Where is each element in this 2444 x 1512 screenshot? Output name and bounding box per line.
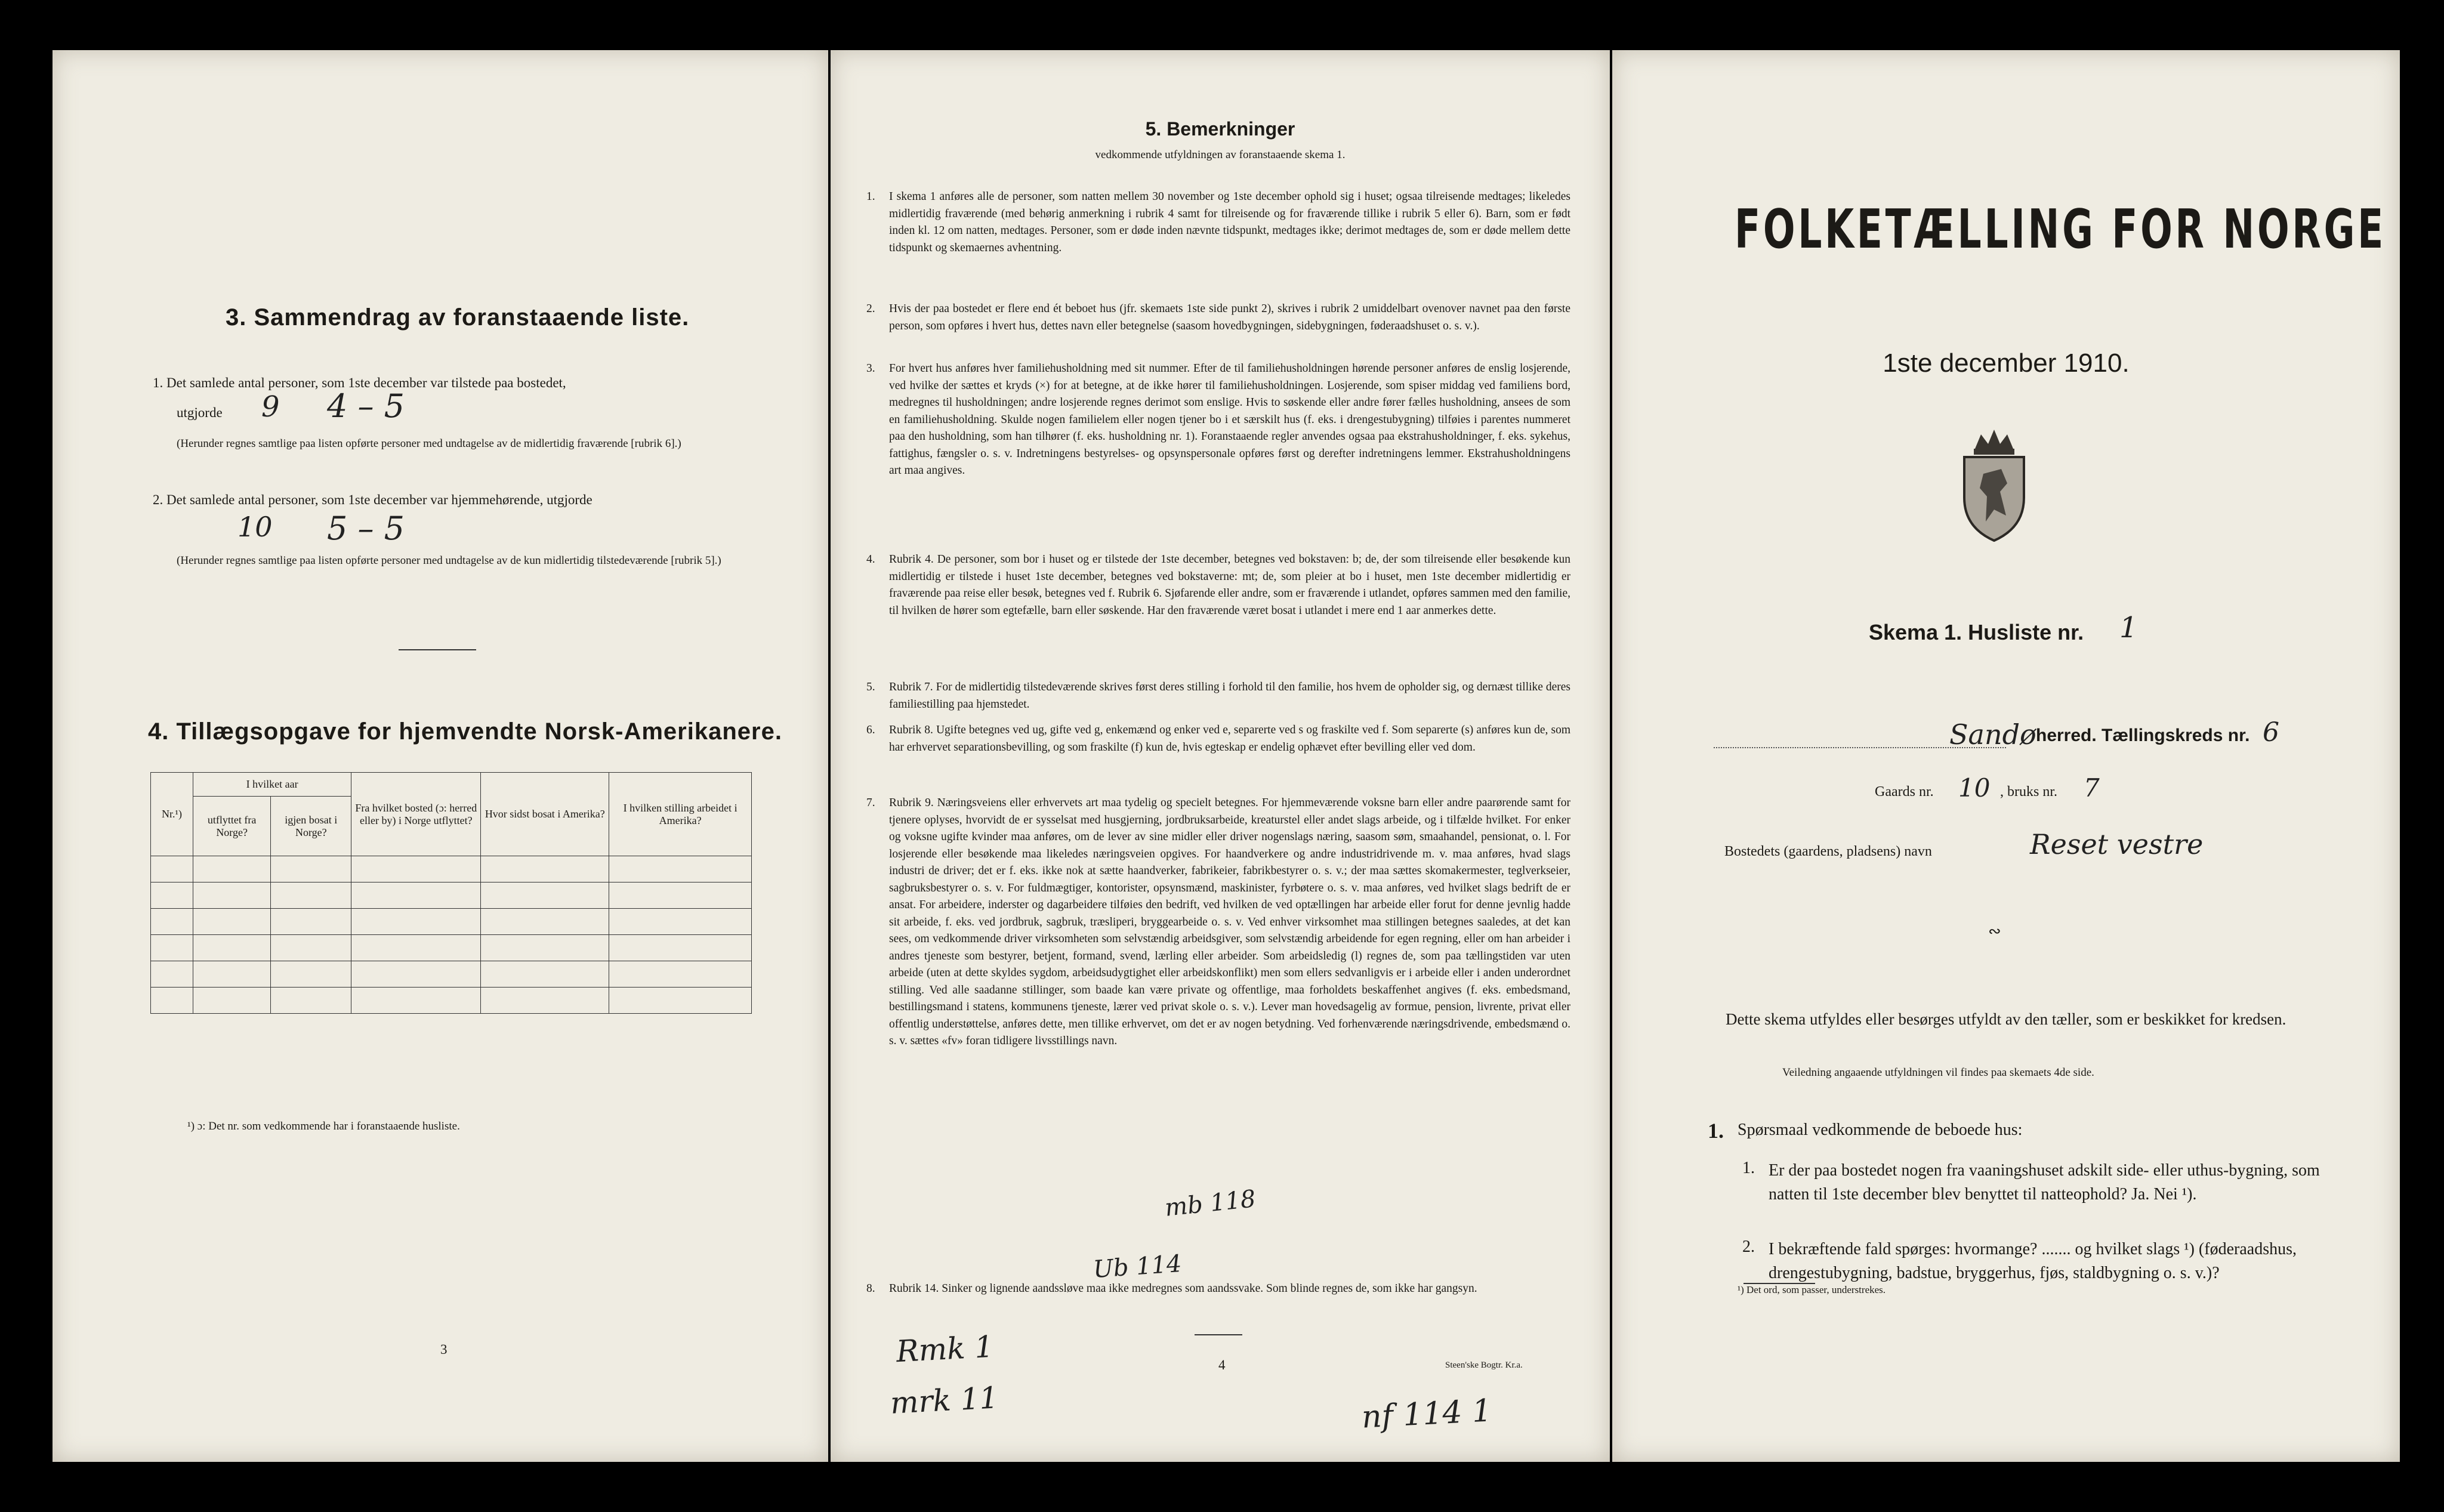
herred-label: herred. Tællingskreds nr. (2036, 726, 2250, 745)
husliste-number: 1 (2119, 611, 2138, 644)
bosted-label: Bostedets (gaardens, pladsens) navn (1724, 844, 1932, 859)
handwritten-note-3: nf 114 1 (1360, 1393, 1493, 1436)
remark-item-6: 6. Rubrik 8. Ugifte betegnes ved ug, gifte ved g, enkemænd og enker ved e, separerte ved s og fraskilte ved f. Som separerte (s) anføres kun de, som har erhvervet separationsbevilling, og som fraskilte (f) kun de, hvis egteskap er endelig ophævet efter bevilling eller ved dom. (866, 724, 1570, 754)
footnote: ¹) Det ord, som passer, understrekes. (1738, 1284, 1886, 1295)
divider (1195, 1334, 1242, 1335)
summary-q2-total: 10 (237, 511, 273, 543)
question-1-number: 1. (1742, 1159, 1755, 1177)
question-heading-number: 1. (1708, 1119, 1724, 1143)
col-from: Fra hvilket bosted (ɔ: herred eller by) i Norge utflyttet? (351, 773, 481, 856)
col-group-year: I hvilket aar (193, 773, 351, 797)
table-row (151, 856, 752, 882)
kreds-number: 6 (2263, 717, 2279, 748)
page-number: 3 (440, 1342, 448, 1357)
remark-item-5: 5. Rubrik 7. For de midlertidig tilstedeværende skrives først deres stilling i forhold til den familie, hos hvem de opholder sig, og dernæst tillike deres familiestilling paa hjemstedet. (866, 681, 1570, 711)
remark-item-1: 1. I skema 1 anføres alle de personer, som natten mellem 30 november og 1ste december ophold sig i huset; ogsaa tilreisende medtages; likeledes midlertidig fraværende (med behørig anmerkning i rubrik 4 samt for tilreisende og for fraværende tillike i rubrik 5 eller 6). Barn, som er født inden kl. 12 om natten, medtages. Personer, som er døde inden nævnte tidspunkt, medtages ikke; derimot medtages de, som er døde mellem dette tidspunkt og skemaernes avhentning. (866, 190, 1570, 254)
table-row (151, 988, 752, 1014)
schema-label: Skema 1. Husliste nr. (1869, 620, 2084, 644)
table-row (151, 961, 752, 988)
section-3-title: 3. Sammendrag av foranstaaende liste. (226, 304, 690, 331)
summary-q1-prefix: utgjorde (177, 405, 223, 420)
remark-item-4: 4. Rubrik 4. De personer, som bor i huset og er tilstede der 1ste december, betegnes ved bokstaven: b; de, der som tilreisende eller besøkende kun midlertidig er tilstede i huset 1ste december, betegnes ved bokstaverne: mt; de, som pleier at bo i huset, men 1ste december midlertidig er fraværende paa reise eller besøk, betegnes ved f. Rubrik 6. Sjøfarende eller andre, som er fraværende i utlandet, opføres sammen med den familie, til hvilken de hører som egtefælle, barn eller søskende. Har den fraværende været bosat i utlandet i mere end 1 aar anmerkes dette. (866, 553, 1570, 617)
table-footnote: ¹) ɔ: Det nr. som vedkommende har i foranstaaende husliste. (187, 1120, 460, 1133)
handwritten-margin-note-2: Ub 114 (1092, 1249, 1183, 1284)
question-2: I bekræftende fald spørges: hvormange? ....... og hvilket slags ¹) (føderaadshus, drengestubygning, badstue, bryggerhus, fjøs, staldbygning o. s. v.)? (1769, 1240, 2297, 1282)
table-row (151, 882, 752, 909)
col-nr: Nr.¹) (151, 773, 193, 856)
table-row (151, 935, 752, 961)
divider (399, 649, 476, 650)
col-emigrated: utflyttet fra Norge? (193, 797, 271, 856)
intro-note: Veiledning angaaende utfyldningen vil findes paa skemaets 4de side. (1782, 1066, 2094, 1079)
summary-q2-split: 5 – 5 (327, 510, 405, 547)
gaards-number: 10 (1958, 773, 1991, 803)
question-heading: Spørsmaal vedkommende de beboede hus: (1738, 1121, 2023, 1139)
page-number: 4 (1218, 1357, 1226, 1372)
remarks-title: 5. Bemerkninger (1145, 118, 1295, 140)
remark-item-7: 7. Rubrik 9. Næringsveiens eller erhvervets art maa tydelig og specielt betegnes. For hjemmeværende voksne barn eller andre paarørende samt for tjenere oplyses, hvorvidt de er sysselsat med husgjerning, jordbruksarbeide, kreaturstel eller andet slags arbeide, og i tilfælde hvilket. For enker og voksne ugifte kvinder maa anføres, om de lever av sine midler eller driver nogenslags næring, saasom søm, smaahandel, pensionat, o. l. For losjerende eller besøkende maa likeledes næringsveien opgives. For haandverkere og andre industridrivende m. v. maa anføres, hvad slags industri de driver; det er f. eks. ikke nok at sætte haandverker, fabrikeier, fabrikbestyrer o. s. v.; der maa sættes skomakermester, teglverkseier, sagbruksbestyrer o. s. v. For fuldmægtiger, kontorister, opsynsmænd, maskinister, fyrbøtere o. s. v. maa anføres, ved hvilket slags bedrift de er ansat. For arbeidere, inderster og dagarbeidere tilføies den bedrift, ved hvilken de ved optællingen har arbeide eller forut for denne jevnlig hadde sit arbeide, f. eks. ved jordbruk, sagbruk, træsliperi, bryggearbeide o. s. v. Ved enhver virksomhet maa stillingen betegnes saaledes, at det kan sees, om vedkommende driver virksomheten som selvstændig arbeidsgiver, som selvstændig arbeidende for egen regning, eller om han arbeider i andres tjeneste som bestyrer, betjent, formand, svend, lærling eller arbeider. Som arbeidsledig (l) regnes de, som paa tællingstiden var uten arbeide (uten at dette skyldes sygdom, arbeidsudygtighet eller arbeidskonflikt) men som ellers sedvanligvis er i arbeide eller i anden underordnet stilling. Ved alle saadanne stillinger, som baade kan være private og offentlige, maa forholdets beskaffenhet angives (f. eks. embedsmand, bestillingsmand i statens, kommunens tjeneste, lærer ved privat skole o. s. v.). Lever man hovedsagelig av formue, pension, livrente, privat eller offentlig understøttelse, anføres dette, men tillike erhvervet, om det er av nogen betydning. Ved forhenværende næringsdrivende, embedsmænd o. s. v. sættes «fv» foran tidligere livsstillings navn. (866, 797, 1570, 1047)
ornament-icon: ∾ (1988, 922, 2001, 940)
right-page (1612, 50, 2400, 1462)
gaards-label: Gaards nr. (1875, 784, 1934, 800)
summary-q2-note: (Herunder regnes samtlige paa listen opførte personer med undtagelse av de kun midlertidig tilstedeværende [rubrik 5].) (177, 554, 721, 567)
section-4-title: 4. Tillægsopgave for hjemvendte Norsk-Amerikanere. (148, 718, 782, 745)
table-row (151, 909, 752, 935)
handwritten-margin-note-1: mb 118 (1164, 1185, 1257, 1222)
handwritten-note-2: mrk 11 (889, 1380, 999, 1421)
summary-question-2: 2. Det samlede antal personer, som 1ste december var hjemmehørende, utgjorde (153, 492, 593, 507)
summary-q1-note: (Herunder regnes samtlige paa listen opførte personer med undtagelse av de midlertidig fraværende [rubrik 6].) (177, 437, 681, 450)
remark-item-2: 2. Hvis der paa bostedet er flere end ét beboet hus (jfr. skemaets 1ste side punkt 2), skrives i rubrik 2 umiddelbart ovenover navnet paa den første person, som opføres i hvert hus, dettes navn eller betegnelse (saasom hovedbygningen, sidebygningen, føderaadshuset o. s. v.). (866, 303, 1570, 332)
intro-text: Dette skema utfyldes eller besørges utfyldt av den tæller, som er beskikket for kredsen. (1726, 1010, 2286, 1028)
census-date: 1ste december 1910. (1883, 348, 2130, 378)
census-title: FOLKETÆLLING FOR NORGE (1735, 198, 2386, 261)
remark-item-8: 8. Rubrik 14. Sinker og lignende aandssløve maa ikke medregnes som aandssvake. Som blinde regnes de, som ikke har gangsyn. (866, 1282, 1477, 1295)
col-occupation: I hvilken stilling arbeidet i Amerika? (609, 773, 752, 856)
bruks-label: , bruks nr. (2000, 784, 2057, 800)
coat-of-arms-icon (1946, 426, 2042, 545)
handwritten-note-1: Rmk 1 (895, 1329, 995, 1369)
printer-mark: Steen'ske Bogtr. Kr.a. (1445, 1360, 1523, 1370)
col-returned: igjen bosat i Norge? (271, 797, 351, 856)
question-2-number: 2. (1742, 1238, 1755, 1256)
col-where: Hvor sidst bosat i Amerika? (481, 773, 609, 856)
norsk-amerikanere-table (150, 772, 752, 1014)
herred-name: Sandø (1949, 718, 2036, 751)
bosted-name: Reset vestre (2030, 828, 2204, 860)
remarks-subtitle: vedkommende utfyldningen av foranstaaende skema 1. (1095, 149, 1346, 161)
remark-item-3: 3. For hvert hus anføres hver familiehusholdning med sit nummer. Efter de til familiehusholdningen hørende personer anføres de enslig losjerende, ved hvilke der sættes et kryds (×) for at betegne, at de ikke hører til familiehusholdningen. Losjerende, som spiser middag ved familiens bord, medregnes til husholdningen; andre losjerende regnes derimot som enslige. Hvis to søskende eller andre fører fælles husholdning, ansees de som en familiehusholdning. Skulde nogen familielem eller nogen tjener bo i et særskilt hus (f. eks. i drengestubygning) tilføies i parentes nummeret paa den husholdning, som han tilhører (f. eks. husholdning nr. 1). Foranstaaende regler anvendes ogsaa paa ekstrahusholdninger, f. eks. sykehus, fattighus, fængsler o. s. v. Indretningens bestyrelses- og opsynspersonale opføres først og derefter indretningens lemmer. Ekstrahusholdningens art maa angives. (866, 362, 1570, 477)
bruks-number: 7 (2084, 773, 2100, 803)
middle-page (831, 50, 1610, 1462)
summary-question-1: 1. Det samlede antal personer, som 1ste december var tilstede paa bostedet, (153, 375, 566, 390)
left-page (53, 50, 828, 1462)
summary-q1-total: 9 (261, 390, 280, 424)
question-1: Er der paa bostedet nogen fra vaaningshuset adskilt side- eller uthus-bygning, som natten til 1ste december blev benyttet til natteophold? Ja. Nei ¹). (1769, 1161, 2320, 1204)
summary-q1-split: 4 – 5 (327, 387, 405, 425)
